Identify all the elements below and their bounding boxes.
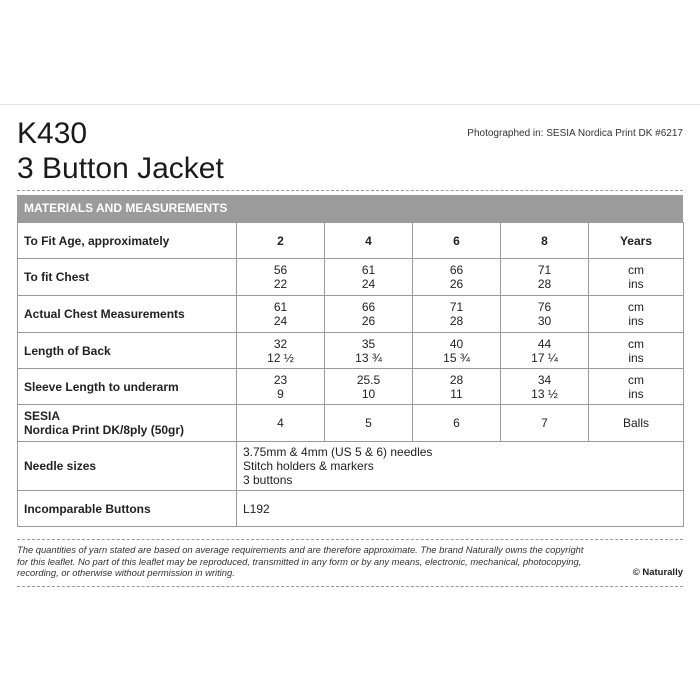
size-cell: 71 28	[413, 296, 501, 333]
row-label: Incomparable Buttons	[18, 491, 237, 527]
row-label: SESIA Nordica Print DK/8ply (50gr)	[18, 405, 237, 442]
age-value: 4	[325, 223, 413, 259]
row-label: To fit Chest	[18, 259, 237, 296]
balls-value: 7	[501, 405, 589, 442]
row-label: Sleeve Length to underarm	[18, 369, 237, 405]
row-label: To Fit Age, approximately	[18, 223, 237, 259]
row-actual-chest	[18, 296, 684, 333]
age-value: 2	[237, 223, 325, 259]
size-cell: 23 9	[237, 369, 325, 405]
size-cell: 66 26	[325, 296, 413, 333]
top-rule	[0, 104, 700, 105]
row-age	[18, 223, 684, 259]
row-length-of-back	[18, 333, 684, 369]
balls-value: 6	[413, 405, 501, 442]
row-label: Length of Back	[18, 333, 237, 369]
size-cell: 56 22	[237, 259, 325, 296]
row-chest	[18, 259, 684, 296]
buttons-cell: L192	[237, 491, 684, 527]
size-cell: 71 28	[501, 259, 589, 296]
dotted-divider-bottom	[17, 586, 683, 587]
row-yarn	[18, 405, 684, 442]
size-cell: 66 26	[413, 259, 501, 296]
materials-table	[17, 222, 684, 527]
size-cell: 61 24	[325, 259, 413, 296]
unit-cell: cm ins	[589, 333, 684, 369]
dotted-divider-top	[17, 190, 683, 191]
needles-cell: 3.75mm & 4mm (US 5 & 6) needles Stitch holders & markers 3 buttons	[237, 442, 684, 491]
unit-cell: cm ins	[589, 259, 684, 296]
row-label: Needle sizes	[18, 442, 237, 491]
pattern-code: K430	[17, 117, 88, 150]
copyright-notice: The quantities of yarn stated are based on average requirements and are therefore approximate. The brand Naturally owns the copyright for this leaflet. No part of this leaflet may be reproduced, transmitted in any form or by any means, electronic, mechanical, photocopying, recording, or otherwise without permission in writing.	[17, 544, 584, 578]
section-header: MATERIALS AND MEASUREMENTS	[17, 195, 683, 222]
row-label: Actual Chest Measurements	[18, 296, 237, 333]
size-cell: 61 24	[237, 296, 325, 333]
photographed-in: Photographed in: SESIA Nordica Print DK #6217	[467, 128, 683, 139]
unit-cell: cm ins	[589, 369, 684, 405]
row-sleeve-length	[18, 369, 684, 405]
balls-value: 5	[325, 405, 413, 442]
size-cell: 34 13 ½	[501, 369, 589, 405]
unit-cell: cm ins	[589, 296, 684, 333]
age-value: 6	[413, 223, 501, 259]
size-cell: 28 11	[413, 369, 501, 405]
row-buttons	[18, 491, 684, 527]
size-cell: 44 17 ¼	[501, 333, 589, 369]
size-cell: 35 13 ¾	[325, 333, 413, 369]
dotted-divider-mid	[17, 539, 683, 540]
unit-label: Balls	[589, 405, 684, 442]
unit-label: Years	[589, 223, 684, 259]
brand-credit: © Naturally	[632, 567, 683, 578]
pattern-title: 3 Button Jacket	[17, 152, 224, 185]
size-cell: 25.5 10	[325, 369, 413, 405]
size-cell: 32 12 ½	[237, 333, 325, 369]
size-cell: 40 15 ¾	[413, 333, 501, 369]
age-value: 8	[501, 223, 589, 259]
row-needle-sizes	[18, 442, 684, 491]
size-cell: 76 30	[501, 296, 589, 333]
balls-value: 4	[237, 405, 325, 442]
